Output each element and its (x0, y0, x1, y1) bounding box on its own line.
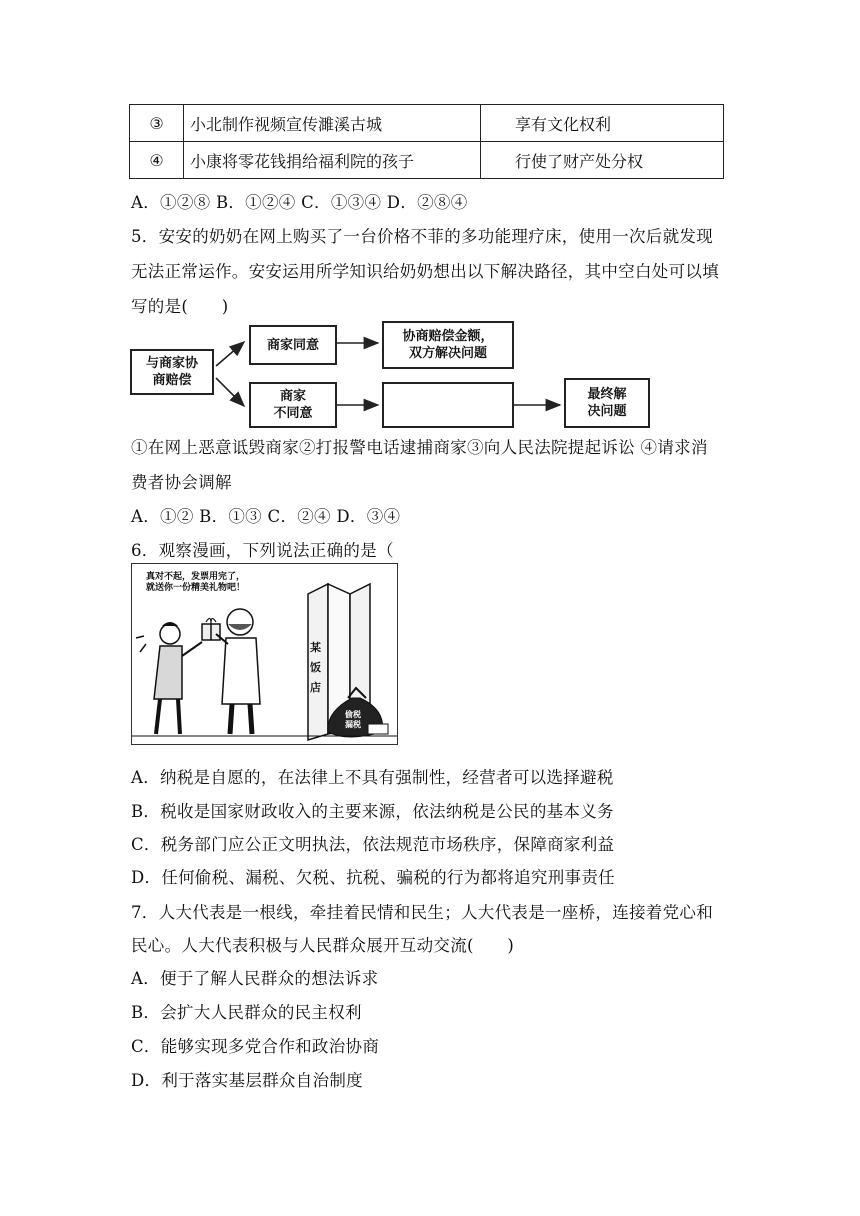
q5-options: A．①② B．①③ C．②④ D．③④ (131, 507, 401, 526)
q7-option-a: A．便于了解人民群众的想法诉求 (131, 969, 379, 988)
agree-result-box: 协商赔偿金额， 双方解决问题 (382, 321, 514, 369)
shop-sign: 某饭店 (310, 641, 321, 694)
q7-stem-line1: 7．人大代表是一根线，牵挂着民情和民生；人大代表是一座桥，连接着党心和 (131, 903, 713, 922)
tax-cartoon (131, 563, 398, 745)
flow-diagram (128, 320, 658, 430)
q5-choices-line1: ①在网上恶意诋毁商家②打报警电话逮捕商家③向人民法院提起诉讼 ④请求消 (131, 438, 708, 457)
q5-stem-line1: 5．安安的奶奶在网上购买了一台价格不菲的多功能理疗床，使用一次后就发现 (131, 227, 713, 246)
q7-stem-line2: 民心。人大代表积极与人民群众展开互动交流( ) (131, 936, 515, 955)
speech-bubble: 真对不起，发票用完了， 就送你一份精美礼物吧！ (146, 572, 246, 593)
row-right: 行使了财产处分权 (481, 142, 724, 179)
row-right: 享有文化权利 (481, 105, 724, 142)
disagree-box: 商家 不同意 (249, 382, 337, 428)
final-box: 最终解 决问题 (564, 378, 650, 428)
q6-option-d: D．任何偷税、漏税、欠税、抗税、骗税的行为都将追究刑事责任 (131, 868, 615, 887)
agree-box: 商家同意 (249, 325, 337, 365)
q4-options: A．①②⑧ B．①②④ C．①③④ D．②⑧④ (131, 193, 468, 212)
rights-table (129, 104, 724, 179)
blank-box (382, 382, 514, 428)
q6-option-a: A．纳税是自愿的，在法律上不具有强制性，经营者可以选择避税 (131, 768, 614, 787)
row-number: ④ (130, 142, 184, 179)
q6-stem: 6．观察漫画，下列说法正确的是（ (131, 541, 394, 560)
q7-option-b: B．会扩大人民群众的民主权利 (131, 1003, 362, 1022)
q6-option-b: B．税收是国家财政收入的主要来源，依法纳税是公民的基本义务 (131, 802, 614, 821)
row-number: ③ (130, 105, 184, 142)
q5-stem-line3: 写的是( ) (131, 297, 229, 316)
row-event: 小北制作视频宣传濉溪古城 (184, 105, 481, 142)
start-box: 与商家协 商赔偿 (130, 349, 214, 395)
bag-label: 偷税 漏税 (345, 710, 361, 729)
q6-option-c: C．税务部门应公正文明执法，依法规范市场秩序，保障商家利益 (131, 835, 615, 854)
q5-stem-line2: 无法正常运作。安安运用所学知识给奶奶想出以下解决路径，其中空白处可以填 (131, 262, 719, 281)
q5-choices-line2: 费者协会调解 (131, 473, 232, 492)
q7-option-d: D．利于落实基层群众自治制度 (131, 1071, 363, 1090)
table-row (130, 142, 724, 179)
q7-option-c: C．能够实现多党合作和政治协商 (131, 1037, 380, 1056)
row-event: 小康将零花钱捐给福利院的孩子 (184, 142, 481, 179)
table-row (130, 105, 724, 142)
